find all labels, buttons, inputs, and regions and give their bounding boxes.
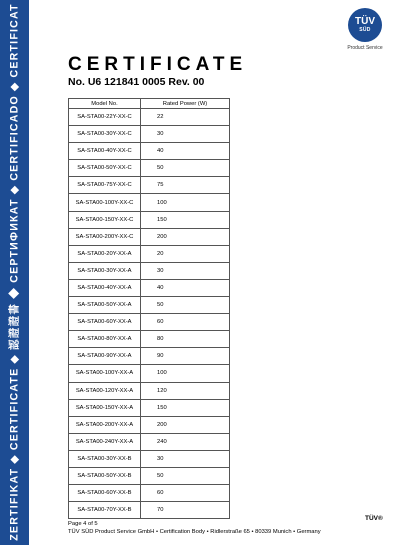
rated-power-cell: 200 xyxy=(141,228,230,245)
table-row xyxy=(69,228,230,245)
rated-power-cell: 40 xyxy=(141,279,230,296)
model-number-cell: SA-STA00-150Y-XX-C xyxy=(69,211,141,228)
rated-power-cell: 30 xyxy=(141,450,230,467)
model-number-cell: SA-STA00-70Y-XX-B xyxy=(69,502,141,519)
table-row xyxy=(69,126,230,143)
rated-power-cell: 100 xyxy=(141,365,230,382)
rated-power-cell: 200 xyxy=(141,416,230,433)
table-header-row xyxy=(69,99,230,109)
table-row xyxy=(69,365,230,382)
logo-caption: Product Service xyxy=(347,45,383,51)
table-row xyxy=(69,348,230,365)
model-number-cell: SA-STA00-100Y-XX-A xyxy=(69,365,141,382)
table-row xyxy=(69,331,230,348)
rated-power-cell: 240 xyxy=(141,433,230,450)
rated-power-cell: 22 xyxy=(141,109,230,126)
table-row xyxy=(69,262,230,279)
model-number-cell: SA-STA00-30Y-XX-B xyxy=(69,450,141,467)
side-band-text: ZERTIFIKAT ◆ CERTIFICATE ◆ 認證證書 ◆ СЕРТИФИКАТ ◆ CERTIFICADO ◆ CERTIFICAT xyxy=(8,3,21,541)
model-number-cell: SA-STA00-200Y-XX-A xyxy=(69,416,141,433)
rated-power-cell: 150 xyxy=(141,211,230,228)
model-number-cell: SA-STA00-75Y-XX-C xyxy=(69,177,141,194)
rated-power-cell: 30 xyxy=(141,262,230,279)
table-body xyxy=(69,109,230,519)
model-number-cell: SA-STA00-40Y-XX-C xyxy=(69,143,141,160)
rated-power-cell: 100 xyxy=(141,194,230,211)
model-number-cell: SA-STA00-120Y-XX-A xyxy=(69,382,141,399)
rated-power-cell: 90 xyxy=(141,348,230,365)
rated-power-cell: 150 xyxy=(141,399,230,416)
model-number-cell: SA-STA00-50Y-XX-C xyxy=(69,160,141,177)
rated-power-cell: 70 xyxy=(141,502,230,519)
table-row xyxy=(69,177,230,194)
model-number-cell: SA-STA00-30Y-XX-C xyxy=(69,126,141,143)
side-band xyxy=(0,0,29,545)
footer-logo: TÜV® xyxy=(365,515,383,522)
tuv-sud-logo xyxy=(348,8,382,42)
rated-power-cell: 50 xyxy=(141,467,230,484)
model-number-cell: SA-STA00-22Y-XX-C xyxy=(69,109,141,126)
page-number: Page 4 of 5 xyxy=(68,521,98,527)
model-number-cell: SA-STA00-90Y-XX-A xyxy=(69,348,141,365)
rated-power-cell: 20 xyxy=(141,245,230,262)
logo-main-text: TÜV xyxy=(355,16,375,27)
rated-power-cell: 50 xyxy=(141,297,230,314)
model-number-cell: SA-STA00-50Y-XX-B xyxy=(69,467,141,484)
table-row xyxy=(69,297,230,314)
table-row xyxy=(69,211,230,228)
model-number-cell: SA-STA00-150Y-XX-A xyxy=(69,399,141,416)
header-model-no: Model No. xyxy=(69,99,141,109)
table-row xyxy=(69,485,230,502)
table-row xyxy=(69,143,230,160)
model-number-cell: SA-STA00-240Y-XX-A xyxy=(69,433,141,450)
model-power-table xyxy=(68,98,230,519)
table-row xyxy=(69,450,230,467)
model-number-cell: SA-STA00-20Y-XX-A xyxy=(69,245,141,262)
model-number-cell: SA-STA00-60Y-XX-B xyxy=(69,485,141,502)
table-row xyxy=(69,382,230,399)
logo-sub-text: SÜD xyxy=(359,27,371,33)
rated-power-cell: 60 xyxy=(141,485,230,502)
certificate-number: No. U6 121841 0005 Rev. 00 xyxy=(68,76,205,88)
header-rated-power: Rated Power (W) xyxy=(141,99,230,109)
document-title: CERTIFICATE xyxy=(68,54,248,75)
footer-address: TÜV SÜD Product Service GmbH • Certification Body • Ridlerstraße 65 • 80339 Munich • Germany xyxy=(68,529,321,535)
rated-power-cell: 30 xyxy=(141,126,230,143)
table-row xyxy=(69,433,230,450)
table-row xyxy=(69,279,230,296)
table-row xyxy=(69,416,230,433)
table-row xyxy=(69,194,230,211)
rated-power-cell: 50 xyxy=(141,160,230,177)
rated-power-cell: 80 xyxy=(141,331,230,348)
table-row xyxy=(69,245,230,262)
table-row xyxy=(69,160,230,177)
rated-power-cell: 60 xyxy=(141,314,230,331)
table-row xyxy=(69,314,230,331)
table-row xyxy=(69,502,230,519)
rated-power-cell: 40 xyxy=(141,143,230,160)
rated-power-cell: 75 xyxy=(141,177,230,194)
model-number-cell: SA-STA00-50Y-XX-A xyxy=(69,297,141,314)
model-number-cell: SA-STA00-80Y-XX-A xyxy=(69,331,141,348)
model-number-cell: SA-STA00-30Y-XX-A xyxy=(69,262,141,279)
table-row xyxy=(69,467,230,484)
model-number-cell: SA-STA00-100Y-XX-C xyxy=(69,194,141,211)
rated-power-cell: 120 xyxy=(141,382,230,399)
model-number-cell: SA-STA00-40Y-XX-A xyxy=(69,279,141,296)
table-row xyxy=(69,109,230,126)
model-number-cell: SA-STA00-60Y-XX-A xyxy=(69,314,141,331)
table-row xyxy=(69,399,230,416)
model-number-cell: SA-STA00-200Y-XX-C xyxy=(69,228,141,245)
